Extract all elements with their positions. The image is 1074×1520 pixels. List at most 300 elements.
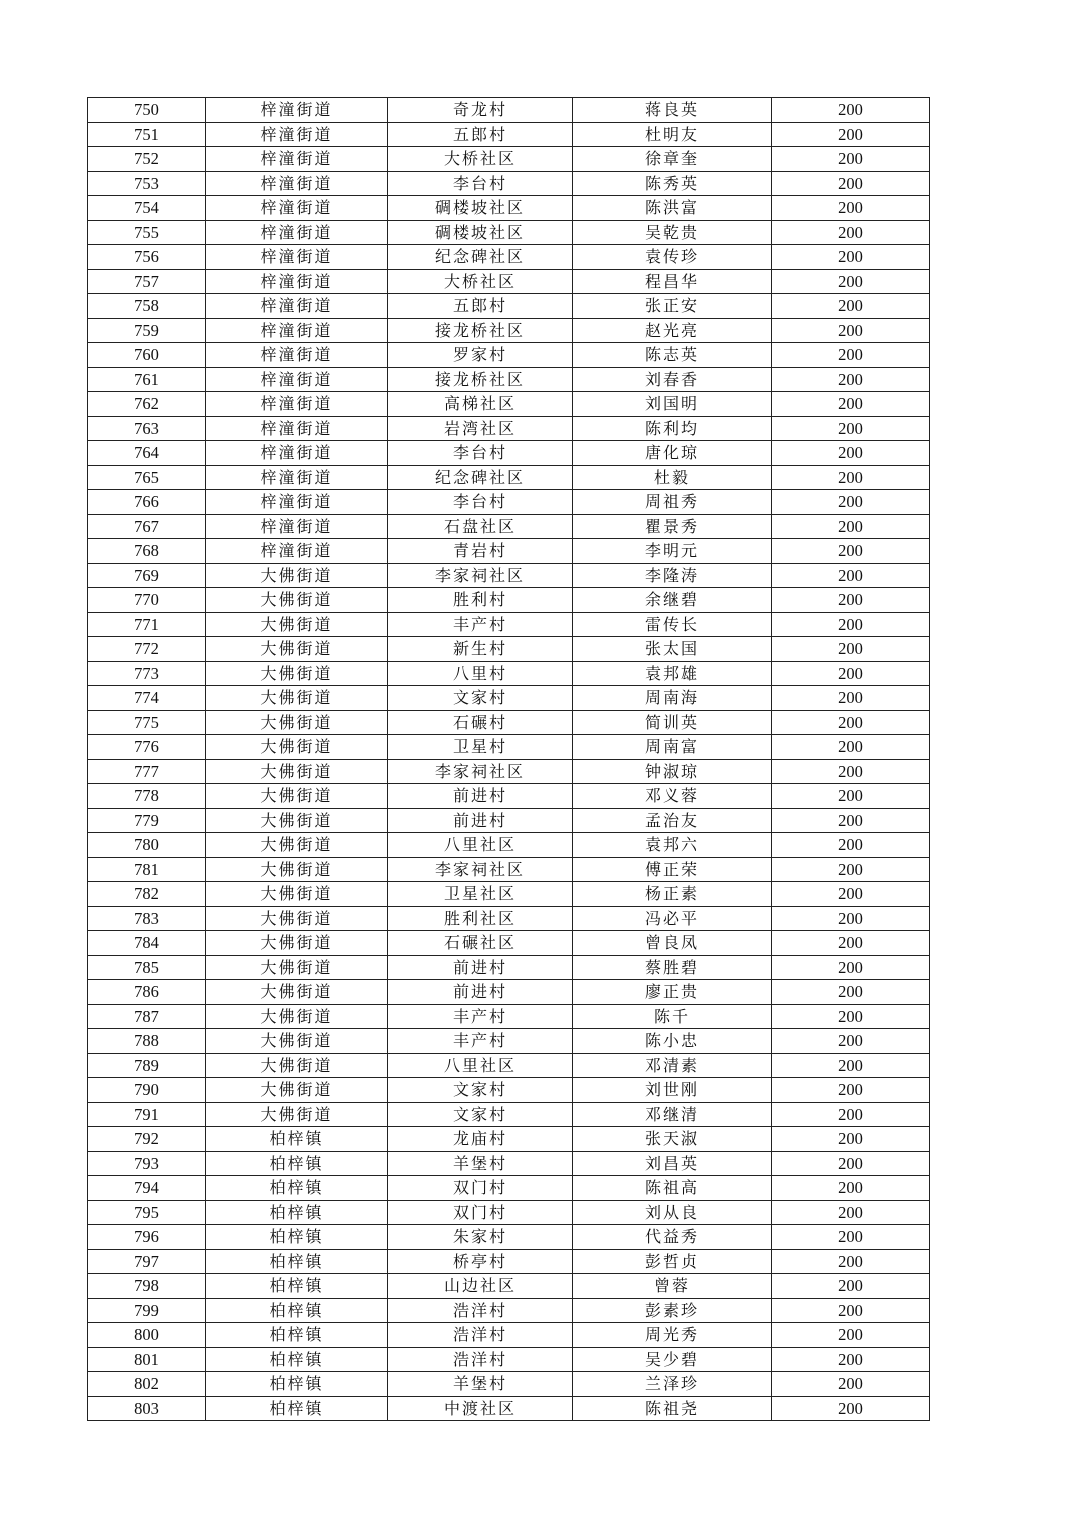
name-cell: 吴少碧 [573,1347,772,1372]
name-cell: 陈秀英 [573,171,772,196]
amount-cell: 200 [772,661,930,686]
community-cell: 李台村 [388,171,573,196]
community-cell: 羊堡村 [388,1151,573,1176]
name-cell: 陈小忠 [573,1029,772,1054]
community-cell: 李台村 [388,490,573,515]
amount-cell: 200 [772,539,930,564]
table-row [88,661,930,686]
amount-cell: 200 [772,122,930,147]
row-number-cell: 765 [88,465,206,490]
row-number-cell: 795 [88,1200,206,1225]
street-cell: 梓潼街道 [206,465,388,490]
name-cell: 傅正荣 [573,857,772,882]
table-row [88,1078,930,1103]
community-cell: 丰产村 [388,1004,573,1029]
amount-cell: 200 [772,980,930,1005]
street-cell: 梓潼街道 [206,490,388,515]
name-cell: 彭素珍 [573,1298,772,1323]
row-number-cell: 763 [88,416,206,441]
amount-cell: 200 [772,563,930,588]
amount-cell: 200 [772,245,930,270]
street-cell: 柏梓镇 [206,1298,388,1323]
table-row [88,955,930,980]
table-row [88,171,930,196]
street-cell: 梓潼街道 [206,122,388,147]
row-number-cell: 774 [88,686,206,711]
amount-cell: 200 [772,686,930,711]
community-cell: 胜利村 [388,588,573,613]
community-cell: 八里村 [388,661,573,686]
row-number-cell: 772 [88,637,206,662]
street-cell: 大佛街道 [206,931,388,956]
row-number-cell: 757 [88,269,206,294]
street-cell: 梓潼街道 [206,514,388,539]
table-row [88,1249,930,1274]
table-row [88,1151,930,1176]
name-cell: 杜明友 [573,122,772,147]
row-number-cell: 779 [88,808,206,833]
street-cell: 柏梓镇 [206,1274,388,1299]
community-cell: 中渡社区 [388,1396,573,1421]
street-cell: 梓潼街道 [206,269,388,294]
name-cell: 李隆涛 [573,563,772,588]
community-cell: 桥亭村 [388,1249,573,1274]
row-number-cell: 794 [88,1176,206,1201]
amount-cell: 200 [772,1298,930,1323]
community-cell: 接龙桥社区 [388,318,573,343]
row-number-cell: 770 [88,588,206,613]
street-cell: 梓潼街道 [206,171,388,196]
row-number-cell: 787 [88,1004,206,1029]
community-cell: 纪念碑社区 [388,245,573,270]
row-number-cell: 786 [88,980,206,1005]
community-cell: 李家祠社区 [388,857,573,882]
street-cell: 大佛街道 [206,833,388,858]
row-number-cell: 782 [88,882,206,907]
amount-cell: 200 [772,1029,930,1054]
amount-cell: 200 [772,220,930,245]
table-row [88,343,930,368]
amount-cell: 200 [772,1200,930,1225]
community-cell: 碉楼坡社区 [388,220,573,245]
row-number-cell: 775 [88,710,206,735]
row-number-cell: 755 [88,220,206,245]
amount-cell: 200 [772,147,930,172]
row-number-cell: 790 [88,1078,206,1103]
row-number-cell: 752 [88,147,206,172]
table-row [88,367,930,392]
name-cell: 杨正素 [573,882,772,907]
community-cell: 前进村 [388,980,573,1005]
table-body [88,98,930,1421]
row-number-cell: 792 [88,1127,206,1152]
amount-cell: 200 [772,490,930,515]
row-number-cell: 798 [88,1274,206,1299]
street-cell: 柏梓镇 [206,1396,388,1421]
street-cell: 大佛街道 [206,710,388,735]
community-cell: 李台村 [388,441,573,466]
street-cell: 柏梓镇 [206,1200,388,1225]
street-cell: 大佛街道 [206,612,388,637]
row-number-cell: 751 [88,122,206,147]
amount-cell: 200 [772,784,930,809]
amount-cell: 200 [772,637,930,662]
name-cell: 邓继清 [573,1102,772,1127]
street-cell: 大佛街道 [206,906,388,931]
street-cell: 梓潼街道 [206,220,388,245]
row-number-cell: 754 [88,196,206,221]
name-cell: 唐化琼 [573,441,772,466]
community-cell: 八里社区 [388,1053,573,1078]
table-row [88,1053,930,1078]
amount-cell: 200 [772,808,930,833]
amount-cell: 200 [772,392,930,417]
amount-cell: 200 [772,931,930,956]
table-row [88,269,930,294]
amount-cell: 200 [772,269,930,294]
amount-cell: 200 [772,441,930,466]
table-row [88,441,930,466]
amount-cell: 200 [772,955,930,980]
street-cell: 大佛街道 [206,1004,388,1029]
table-row [88,710,930,735]
name-cell: 彭哲贞 [573,1249,772,1274]
street-cell: 梓潼街道 [206,539,388,564]
community-cell: 羊堡村 [388,1372,573,1397]
table-row [88,882,930,907]
community-cell: 高梯社区 [388,392,573,417]
street-cell: 梓潼街道 [206,294,388,319]
name-cell: 代益秀 [573,1225,772,1250]
row-number-cell: 791 [88,1102,206,1127]
name-cell: 周祖秀 [573,490,772,515]
row-number-cell: 785 [88,955,206,980]
name-cell: 瞿景秀 [573,514,772,539]
table-row [88,1298,930,1323]
amount-cell: 200 [772,294,930,319]
street-cell: 大佛街道 [206,661,388,686]
name-cell: 陈志英 [573,343,772,368]
amount-cell: 200 [772,98,930,123]
amount-cell: 200 [772,1053,930,1078]
community-cell: 青岩村 [388,539,573,564]
community-cell: 浩洋村 [388,1323,573,1348]
amount-cell: 200 [772,1127,930,1152]
table-row [88,588,930,613]
subsidy-table [87,97,930,1421]
table-row [88,637,930,662]
street-cell: 大佛街道 [206,784,388,809]
street-cell: 梓潼街道 [206,367,388,392]
name-cell: 刘国明 [573,392,772,417]
table-row [88,857,930,882]
amount-cell: 200 [772,759,930,784]
amount-cell: 200 [772,882,930,907]
row-number-cell: 760 [88,343,206,368]
name-cell: 陈利均 [573,416,772,441]
amount-cell: 200 [772,612,930,637]
street-cell: 大佛街道 [206,980,388,1005]
name-cell: 袁邦六 [573,833,772,858]
community-cell: 奇龙村 [388,98,573,123]
community-cell: 大桥社区 [388,269,573,294]
table-row [88,1274,930,1299]
community-cell: 文家村 [388,686,573,711]
table-row [88,539,930,564]
community-cell: 山边社区 [388,1274,573,1299]
name-cell: 蒋良英 [573,98,772,123]
street-cell: 柏梓镇 [206,1323,388,1348]
row-number-cell: 783 [88,906,206,931]
community-cell: 文家村 [388,1102,573,1127]
name-cell: 刘春香 [573,367,772,392]
street-cell: 梓潼街道 [206,441,388,466]
name-cell: 陈祖尧 [573,1396,772,1421]
name-cell: 周光秀 [573,1323,772,1348]
amount-cell: 200 [772,514,930,539]
name-cell: 曾良凤 [573,931,772,956]
amount-cell: 200 [772,318,930,343]
name-cell: 廖正贵 [573,980,772,1005]
name-cell: 袁邦雄 [573,661,772,686]
table-row [88,196,930,221]
community-cell: 大桥社区 [388,147,573,172]
row-number-cell: 793 [88,1151,206,1176]
community-cell: 前进村 [388,955,573,980]
name-cell: 刘世刚 [573,1078,772,1103]
table-row [88,392,930,417]
community-cell: 五郎村 [388,122,573,147]
table-row [88,1396,930,1421]
name-cell: 刘昌英 [573,1151,772,1176]
name-cell: 赵光亮 [573,318,772,343]
table-row [88,465,930,490]
street-cell: 梓潼街道 [206,147,388,172]
table-row [88,220,930,245]
table-row [88,1323,930,1348]
row-number-cell: 761 [88,367,206,392]
street-cell: 梓潼街道 [206,318,388,343]
community-cell: 前进村 [388,784,573,809]
amount-cell: 200 [772,1078,930,1103]
amount-cell: 200 [772,1102,930,1127]
row-number-cell: 767 [88,514,206,539]
row-number-cell: 803 [88,1396,206,1421]
street-cell: 柏梓镇 [206,1225,388,1250]
street-cell: 大佛街道 [206,735,388,760]
table-row [88,514,930,539]
street-cell: 梓潼街道 [206,245,388,270]
table-row [88,122,930,147]
community-cell: 前进村 [388,808,573,833]
table-row [88,1200,930,1225]
name-cell: 张天淑 [573,1127,772,1152]
community-cell: 浩洋村 [388,1347,573,1372]
amount-cell: 200 [772,343,930,368]
table-row [88,416,930,441]
row-number-cell: 789 [88,1053,206,1078]
community-cell: 双门村 [388,1200,573,1225]
street-cell: 大佛街道 [206,955,388,980]
street-cell: 大佛街道 [206,1102,388,1127]
community-cell: 卫星村 [388,735,573,760]
amount-cell: 200 [772,1249,930,1274]
table-row [88,294,930,319]
name-cell: 曾蓉 [573,1274,772,1299]
table-row [88,1102,930,1127]
street-cell: 梓潼街道 [206,392,388,417]
street-cell: 梓潼街道 [206,416,388,441]
row-number-cell: 762 [88,392,206,417]
community-cell: 八里社区 [388,833,573,858]
row-number-cell: 766 [88,490,206,515]
row-number-cell: 788 [88,1029,206,1054]
table-row [88,784,930,809]
street-cell: 大佛街道 [206,882,388,907]
name-cell: 李明元 [573,539,772,564]
community-cell: 李家祠社区 [388,759,573,784]
amount-cell: 200 [772,1274,930,1299]
street-cell: 大佛街道 [206,1029,388,1054]
row-number-cell: 769 [88,563,206,588]
name-cell: 袁传珍 [573,245,772,270]
street-cell: 大佛街道 [206,808,388,833]
amount-cell: 200 [772,1372,930,1397]
amount-cell: 200 [772,857,930,882]
community-cell: 李家祠社区 [388,563,573,588]
name-cell: 陈祖高 [573,1176,772,1201]
street-cell: 大佛街道 [206,857,388,882]
row-number-cell: 756 [88,245,206,270]
amount-cell: 200 [772,196,930,221]
row-number-cell: 796 [88,1225,206,1250]
table-row [88,245,930,270]
community-cell: 文家村 [388,1078,573,1103]
row-number-cell: 768 [88,539,206,564]
name-cell: 陈洪富 [573,196,772,221]
street-cell: 梓潼街道 [206,98,388,123]
amount-cell: 200 [772,1151,930,1176]
name-cell: 钟淑琼 [573,759,772,784]
amount-cell: 200 [772,1004,930,1029]
table-row [88,1225,930,1250]
row-number-cell: 771 [88,612,206,637]
amount-cell: 200 [772,588,930,613]
name-cell: 周南海 [573,686,772,711]
community-cell: 丰产村 [388,1029,573,1054]
table-row [88,686,930,711]
row-number-cell: 773 [88,661,206,686]
table-row [88,1029,930,1054]
street-cell: 柏梓镇 [206,1347,388,1372]
street-cell: 大佛街道 [206,759,388,784]
street-cell: 梓潼街道 [206,343,388,368]
row-number-cell: 781 [88,857,206,882]
row-number-cell: 759 [88,318,206,343]
row-number-cell: 750 [88,98,206,123]
table-row [88,318,930,343]
table-row [88,931,930,956]
name-cell: 程昌华 [573,269,772,294]
table-row [88,759,930,784]
street-cell: 大佛街道 [206,563,388,588]
street-cell: 柏梓镇 [206,1127,388,1152]
row-number-cell: 764 [88,441,206,466]
street-cell: 柏梓镇 [206,1372,388,1397]
name-cell: 余继碧 [573,588,772,613]
table-row [88,808,930,833]
street-cell: 大佛街道 [206,686,388,711]
community-cell: 碉楼坡社区 [388,196,573,221]
row-number-cell: 777 [88,759,206,784]
amount-cell: 200 [772,367,930,392]
amount-cell: 200 [772,1347,930,1372]
name-cell: 刘从良 [573,1200,772,1225]
community-cell: 纪念碑社区 [388,465,573,490]
name-cell: 徐章奎 [573,147,772,172]
community-cell: 石碾社区 [388,931,573,956]
community-cell: 浩洋村 [388,1298,573,1323]
street-cell: 大佛街道 [206,588,388,613]
community-cell: 龙庙村 [388,1127,573,1152]
name-cell: 陈千 [573,1004,772,1029]
amount-cell: 200 [772,1396,930,1421]
street-cell: 大佛街道 [206,637,388,662]
row-number-cell: 801 [88,1347,206,1372]
row-number-cell: 758 [88,294,206,319]
table-row [88,1176,930,1201]
street-cell: 梓潼街道 [206,196,388,221]
table-row [88,833,930,858]
amount-cell: 200 [772,416,930,441]
table-row [88,147,930,172]
amount-cell: 200 [772,906,930,931]
row-number-cell: 802 [88,1372,206,1397]
name-cell: 简训英 [573,710,772,735]
row-number-cell: 778 [88,784,206,809]
table-row [88,735,930,760]
community-cell: 卫星社区 [388,882,573,907]
community-cell: 石碾村 [388,710,573,735]
community-cell: 五郎村 [388,294,573,319]
amount-cell: 200 [772,833,930,858]
table-row [88,906,930,931]
table-row [88,563,930,588]
community-cell: 石盘社区 [388,514,573,539]
row-number-cell: 776 [88,735,206,760]
name-cell: 孟治友 [573,808,772,833]
name-cell: 邓义蓉 [573,784,772,809]
name-cell: 杜毅 [573,465,772,490]
row-number-cell: 800 [88,1323,206,1348]
street-cell: 柏梓镇 [206,1249,388,1274]
community-cell: 朱家村 [388,1225,573,1250]
name-cell: 周南富 [573,735,772,760]
name-cell: 雷传长 [573,612,772,637]
community-cell: 接龙桥社区 [388,367,573,392]
name-cell: 张正安 [573,294,772,319]
street-cell: 柏梓镇 [206,1151,388,1176]
row-number-cell: 799 [88,1298,206,1323]
table-row [88,1004,930,1029]
row-number-cell: 753 [88,171,206,196]
amount-cell: 200 [772,710,930,735]
row-number-cell: 780 [88,833,206,858]
community-cell: 新生村 [388,637,573,662]
street-cell: 大佛街道 [206,1053,388,1078]
name-cell: 蔡胜碧 [573,955,772,980]
row-number-cell: 797 [88,1249,206,1274]
